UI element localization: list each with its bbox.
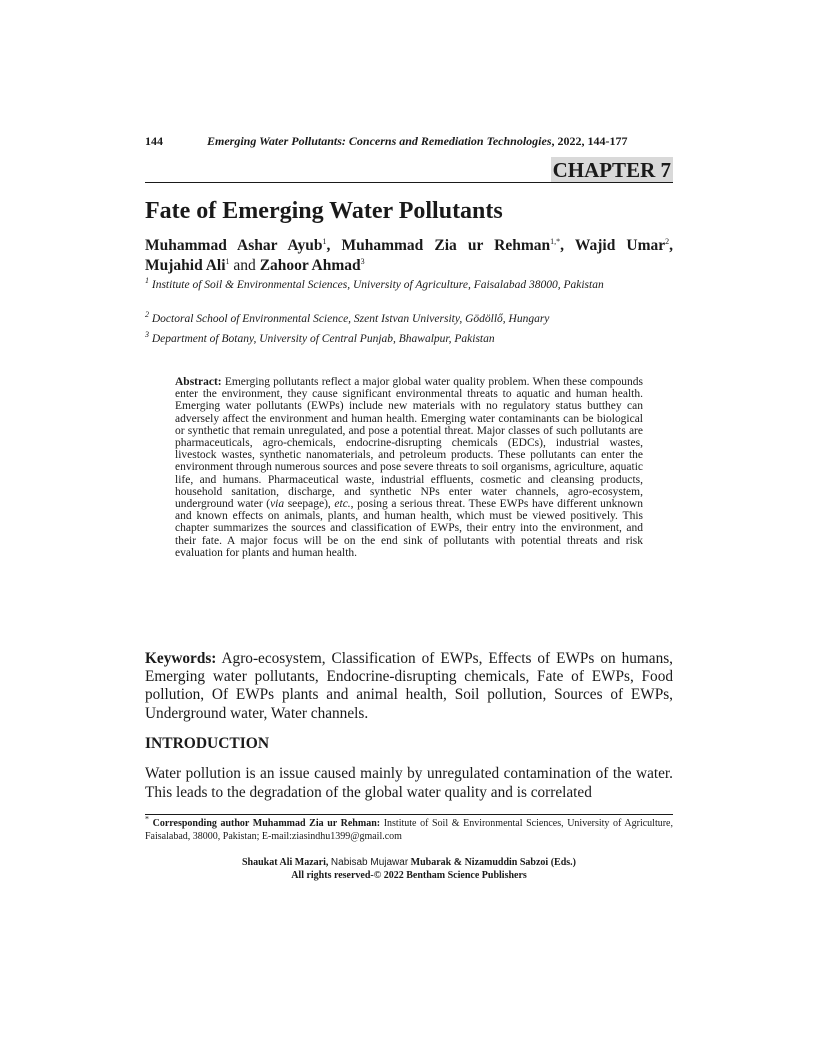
journal-year-pages: , 2022, 144-177 — [551, 134, 628, 148]
footnote-mark: * — [145, 814, 149, 824]
affiliation-3 — [145, 330, 673, 347]
footnote-label: Corresponding author Muhammad Zia ur Rehman: — [152, 818, 381, 829]
editor-name: Nabisab Mujawar — [330, 857, 409, 868]
rights-line: All rights reserved-© 2022 Bentham Science Publishers — [291, 869, 527, 881]
chapter-label: CHAPTER 7 — [552, 158, 671, 182]
abstract-etc: etc. — [334, 498, 351, 511]
author-name: Zahoor Ahmad — [259, 257, 361, 274]
keywords-text: Agro-ecosystem, Classification of EWPs, Effects of EWPs on humans, Emerging water pollutants, Endocrine-disrupting chemicals, Fate of EWPs, Food pollution, Of EWPs plants and animal health, Soil pollution, Sources of EWPs, Underground water, Water channels. — [145, 650, 673, 722]
author-list — [145, 236, 673, 276]
footnote-text: Institute of Soil & Environmental Sciences, University of Agriculture, Faisalabad, 38000, Pakistan; E-mail:ziasindhu1399@gmail.com — [145, 818, 673, 842]
affiliation-text: Institute of Soil & Environmental Sciences, University of Agriculture, Faisalabad 38000, Pakistan — [151, 279, 604, 291]
author-name: Muhammad Ashar Ayub — [145, 237, 323, 254]
editors-names — [145, 857, 673, 870]
author-sep: , — [669, 237, 674, 254]
affiliation-number: 3 — [145, 330, 149, 340]
affiliation-text: Department of Botany, University of Central Punjab, Bhawalpur, Pakistan — [151, 333, 495, 345]
author-sup: 1,* — [550, 236, 561, 246]
abstract-text: Emerging pollutants reflect a major global water quality problem. When these compounds enter the environment, they cause significant environmental threats to aquatic and human health. Emerging water pollutants (EWPs) include new materials with no regulatory status butthey can adversely affect the environment and human health. Emerging water contaminants can be biological or synthetic that remain unregulated, and pose a potential threat. Major classes of such pollutants are pharmaceuticals, agro-chemicals, endocrine-disrupting chemicals (EDCs), industrial wastes, livestock wastes, synthetic nanomaterials, and petroleum products. These pollutants can enter the environment through numerous sources and pose severe threats to soil organisms, agriculture, aquatic life, and humans. Pharmaceutical waste, industrial effluents, cosmetic and cleansing products, household sanitation, discharge, and synthetic NPs enter water channels, agro-ecosystem, underground water ( — [175, 376, 643, 511]
author-sep: , — [560, 237, 575, 254]
footnote-rule — [145, 814, 673, 815]
journal-title — [207, 134, 628, 149]
footnote — [145, 814, 673, 843]
affiliation-1 — [145, 276, 673, 293]
editors-line — [145, 857, 673, 882]
author-sup: 3 — [360, 256, 365, 266]
author-sup: 1 — [322, 236, 327, 246]
affiliation-number: 1 — [145, 276, 149, 286]
editor-name: Shaukat Ali Mazari, — [242, 857, 331, 868]
author-name: Wajid Umar — [574, 237, 666, 254]
introduction-heading: INTRODUCTION — [145, 735, 270, 752]
affiliation-text: Doctoral School of Environmental Science, Szent Istvan University, Gödöllő, Hungary — [151, 313, 550, 325]
keywords-label: Keywords: — [145, 650, 217, 667]
keywords — [145, 650, 673, 723]
affiliation-number: 2 — [145, 310, 149, 320]
journal-name: Emerging Water Pollutants: Concerns and Remediation Technologies — [207, 134, 552, 148]
abstract-label: Abstract: — [175, 376, 222, 388]
abstract-text: seepage), — [284, 498, 335, 511]
author-sup: 2 — [665, 236, 670, 246]
page-number: 144 — [145, 134, 163, 148]
paper-title: Fate of Emerging Water Pollutants — [145, 198, 503, 224]
abstract — [175, 376, 643, 559]
author-sep: , — [326, 237, 342, 254]
abstract-text: , posing a serious threat. These EWPs have different unknown and known effects on animals, plants, and human health, which must be viewed positively. This chapter summarizes the sources and classification of EWPs, their entry into the environment, and their fate. A major focus will be on the end sink of pollutants with potential threats and risk evaluation for plants and human health. — [175, 498, 643, 559]
abstract-via: via — [270, 498, 285, 511]
author-name: Mujahid Ali — [145, 257, 226, 274]
editor-name: Mubarak & Nizamuddin Sabzoi (Eds.) — [408, 857, 576, 868]
chapter-rule — [145, 182, 673, 183]
author-sep: and — [229, 257, 260, 274]
author-name: Muhammad Zia ur Rehman — [341, 237, 551, 254]
author-sup: 1 — [225, 256, 230, 266]
introduction-paragraph: Water pollution is an issue caused mainly by unregulated contamination of the water. This leads to the degradation of the global water quality and is correlated — [145, 765, 673, 801]
affiliation-2 — [145, 310, 673, 327]
